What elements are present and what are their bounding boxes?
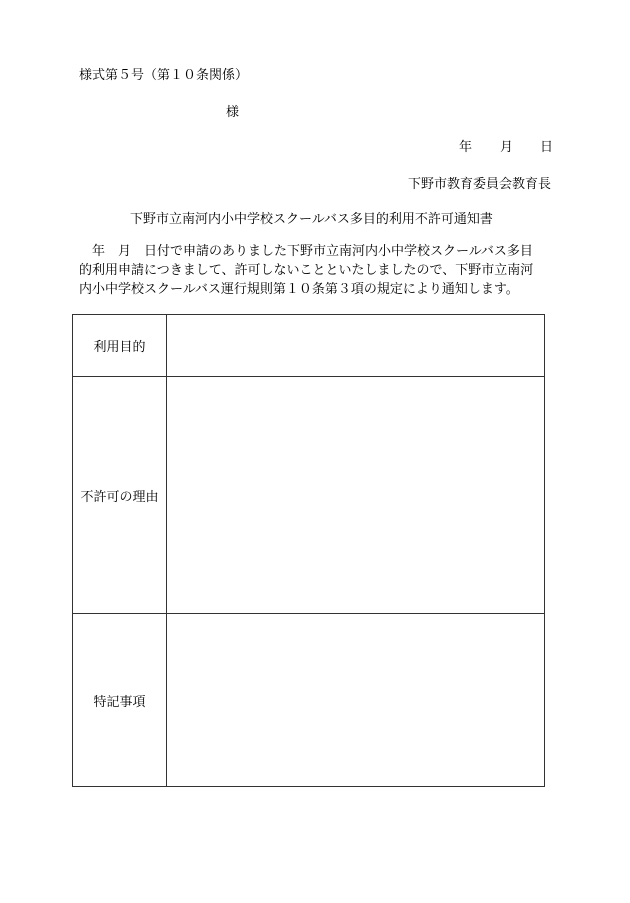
notice-body-line: 的利用申請につきまして、許可しないことといたしましたので、下野市立南河 <box>79 263 534 278</box>
table-row-reason <box>73 377 545 614</box>
date-day: 日 <box>540 140 554 155</box>
notes-label: 特記事項 <box>73 614 167 787</box>
reason-label: 不許可の理由 <box>73 377 167 614</box>
document-title: 下野市立南河内小中学校スクールバス多目的利用不許可通知書 <box>130 212 493 227</box>
recipient-suffix: 様 <box>226 105 240 120</box>
issuer-name: 下野市教育委員会教育長 <box>407 177 551 192</box>
details-table <box>72 314 545 787</box>
date-year: 年 <box>459 140 473 155</box>
notice-body-line: 内小中学校スクールバス運行規則第１０条第３項の規定により通知します。 <box>79 282 519 297</box>
form-number: 様式第５号（第１０条関係） <box>79 68 249 83</box>
reason-value <box>167 377 545 614</box>
notes-value <box>167 614 545 787</box>
purpose-label: 利用目的 <box>73 315 167 377</box>
notice-body <box>79 242 559 299</box>
table-row-purpose <box>73 315 545 377</box>
notice-body-line: 年 月 日付で申請のありました下野市立南河内小中学校スクールバス多目 <box>79 244 533 259</box>
date-month: 月 <box>500 140 514 155</box>
table-row-notes <box>73 614 545 787</box>
purpose-value <box>167 315 545 377</box>
